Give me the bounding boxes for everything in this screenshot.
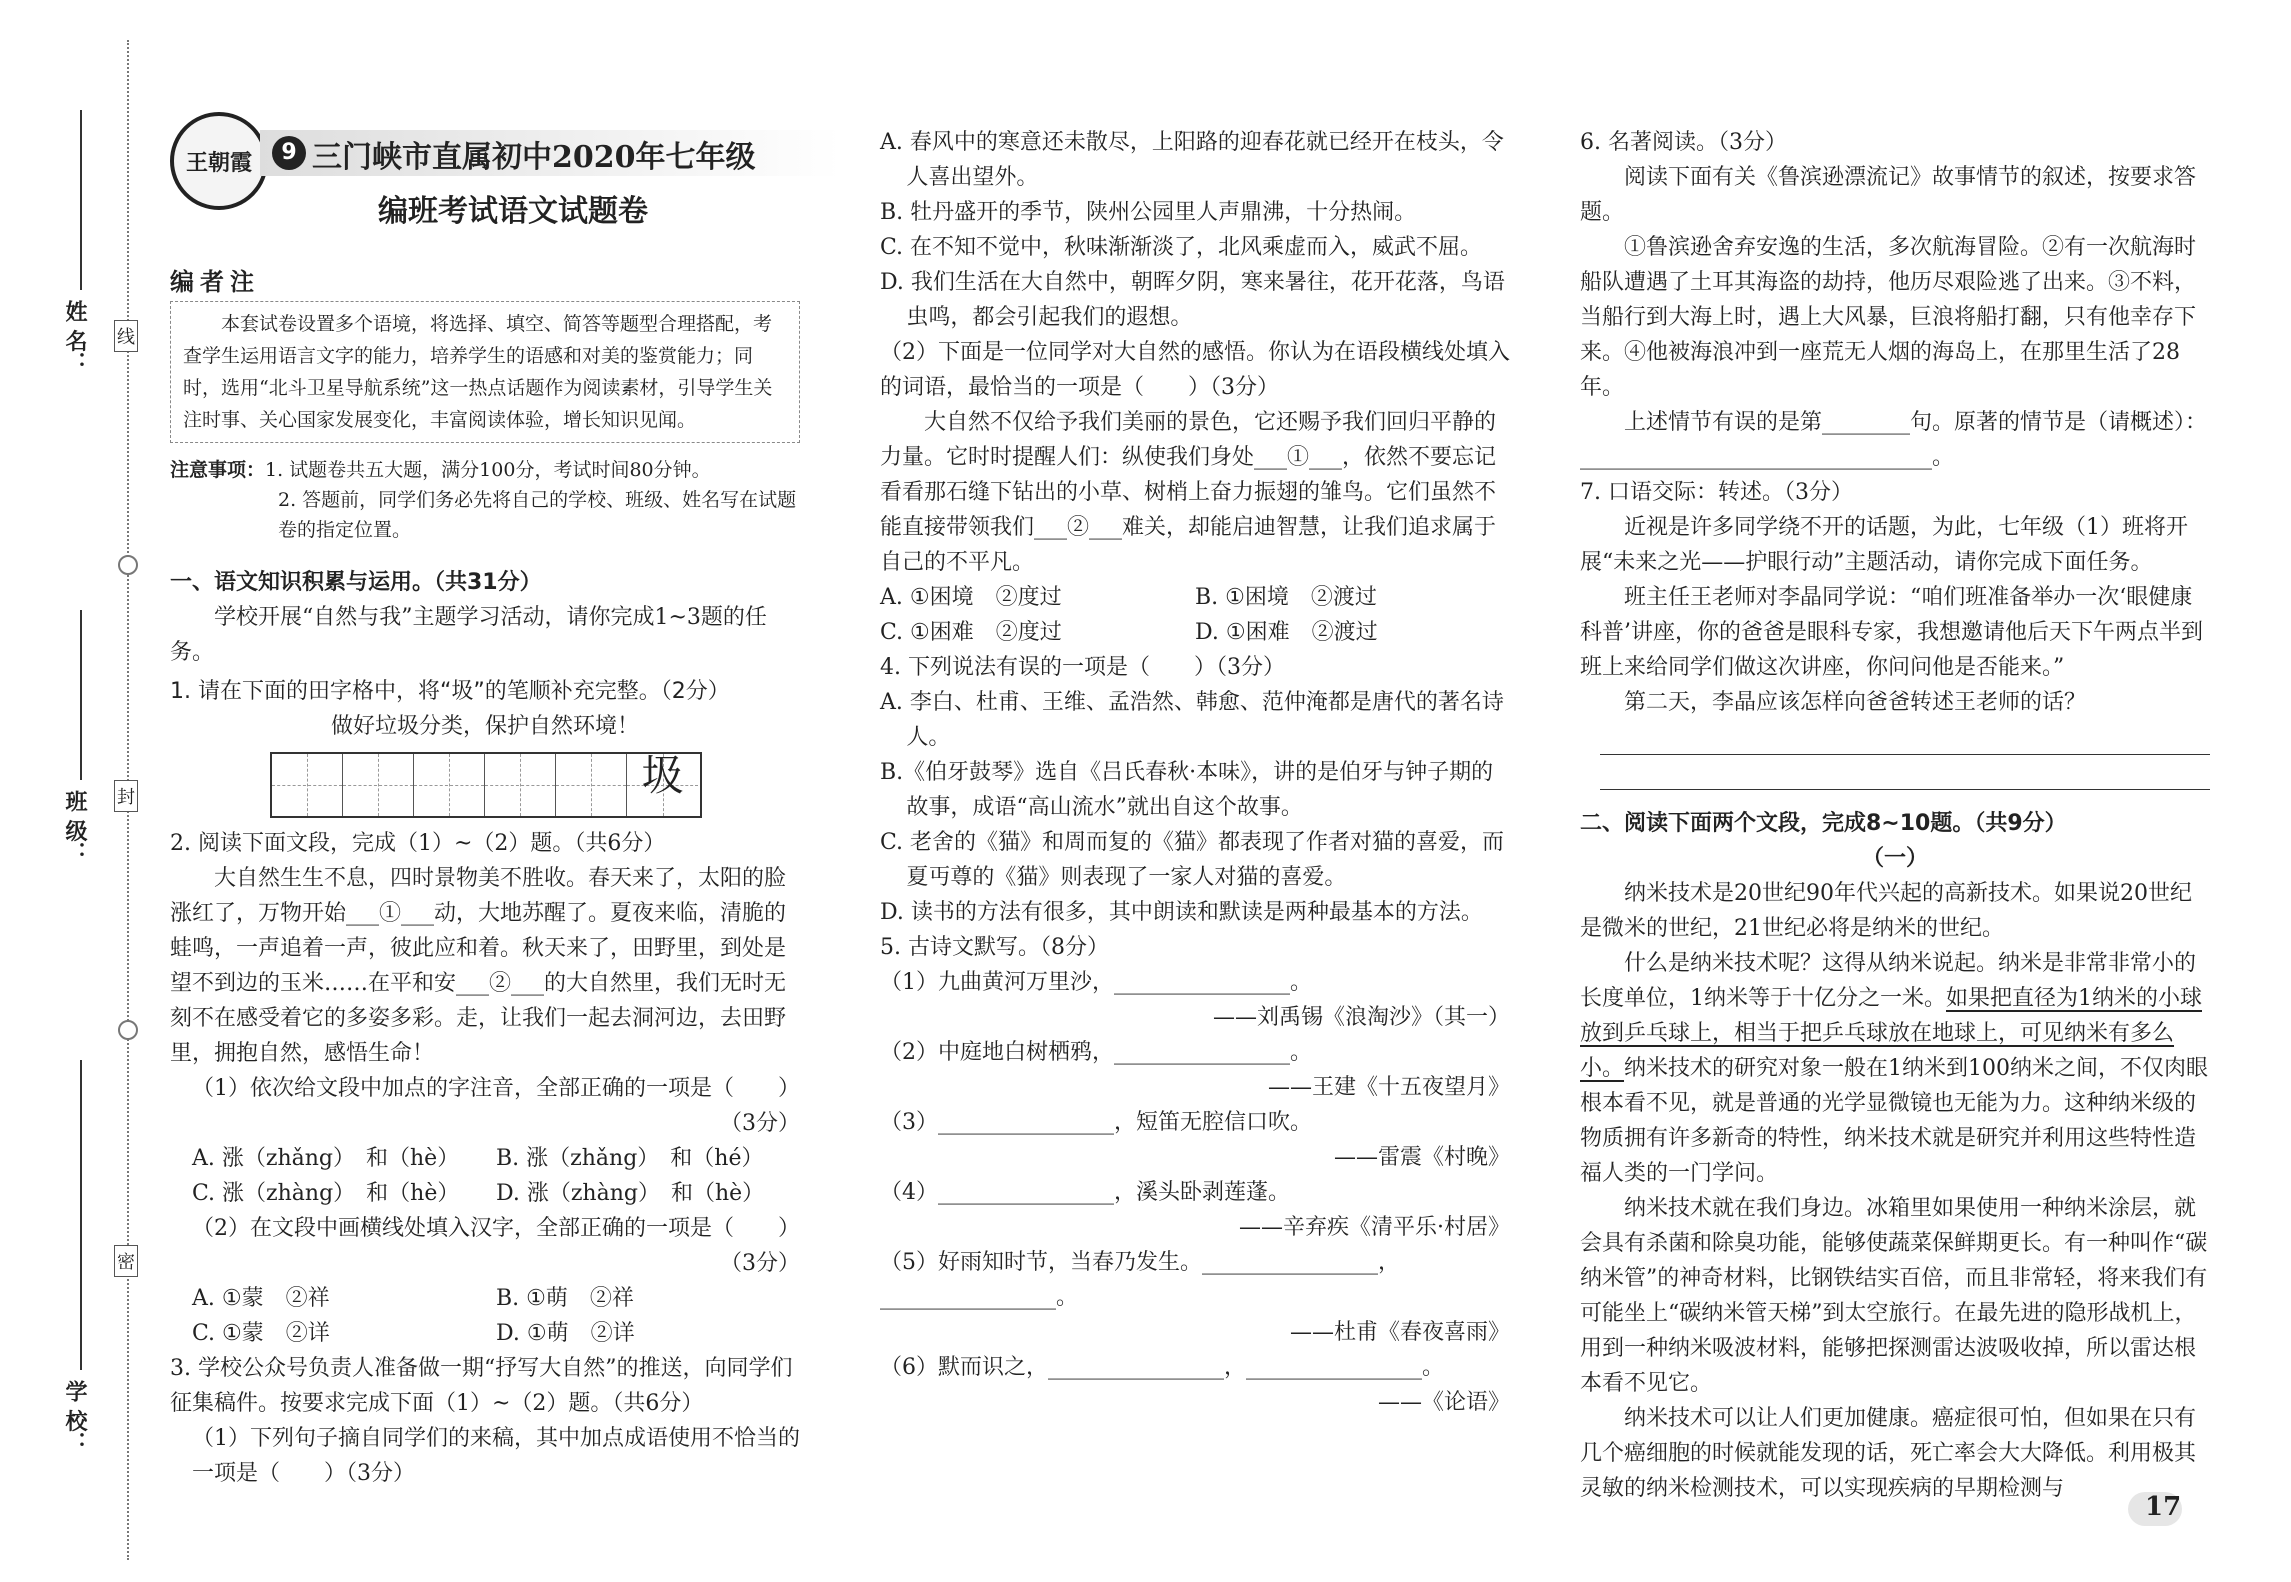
passage-p2-underlined: 如果把直径为1纳米的小球放到乒乓球上，相当于把乒乓球放在地球上，可见纳米有多么小。 [1580,986,2202,1081]
q2-1-option-b[interactable]: B. 涨（zhǎng） 和（hé） [496,1146,764,1171]
logo-text: 王朝霞 [185,149,252,176]
q7-stem: 7. 口语交际：转述。（3分） [1580,480,1853,505]
grid-cell[interactable] [485,754,556,816]
q4-stem: 4. 下列说法有误的一项是（ ）（3分） [880,655,1285,680]
section-1-title: 一、语文知识积累与运用。（共31分） [170,570,542,595]
q6-intro: 阅读下面有关《鲁滨逊漂流记》故事情节的叙述，按要求答题。 [1580,165,2197,225]
q3-2-option-d[interactable]: D. ①困难 ②渡过 [1195,620,1378,645]
q3-2-option-a[interactable]: A. ①困境 ②度过 [880,585,1062,610]
q3-stem: 3. 学校公众号负责人准备做一期“抒写大自然”的推送，向同学们征集稿件。按要求完成下面（1）~（2）题。（共6分） [170,1356,793,1416]
q2-2-option-a[interactable]: A. ①蒙 ②祥 [192,1286,330,1311]
grid-cell[interactable] [556,754,627,816]
q2-1-option-a[interactable]: A. 涨（zhǎng） 和（hè） [192,1146,460,1171]
q5-4[interactable]: （4）________________，溪头卧剥莲蓬。 [880,1180,1290,1205]
q4-option-a[interactable]: A. 李白、杜甫、王维、孟浩然、韩愈、范仲淹都是唐代的著名诗人。 [880,690,1504,750]
passage-p2a: 什么是纳米技术呢？这得从纳米说起。纳米是非常非常小的长度单位，1纳米等于十亿分之一米。 [1580,951,2197,1011]
mark-seal: 封 [114,780,138,812]
q5-3[interactable]: （3）________________，短笛无腔信口吹。 [880,1110,1312,1135]
q5-5-source: ——杜甫《春夜喜雨》 [1289,1320,1510,1345]
school-blank-line [80,1060,82,1370]
tianzige-grid[interactable] [270,752,702,818]
q2-passage: 大自然生生不息，四时景物美不胜收。春天来了，太阳的脸涨红了，万物开始___①___动，大地苏醒了。夏夜来临，清脆的蛙鸣，一声追着一声，彼此应和着。秋天来了，田野里，到处是望不到边的玉米……在平和安___②___的大自然里，我们无时无刻不在感受着它的多姿多彩。走，让我们一起去洞河边，去田野里，拥抱自然，感悟生命！ [170,866,787,1066]
q2-1-option-d[interactable]: D. 涨（zhàng） 和（hè） [496,1181,765,1206]
q5-2-source: ——王建《十五夜望月》 [1267,1075,1510,1100]
q3-1-option-d[interactable]: D. 我们生活在大自然中，朝晖夕阴，寒来暑往，花开花落，鸟语虫鸣，都会引起我们的遐想。 [880,270,1505,330]
q3-1-option-a[interactable]: A. 春风中的寒意还未散尽，上阳路的迎春花就已经开在枝头，令人喜出望外。 [880,130,1504,190]
q2-2-option-c[interactable]: C. ①蒙 ②详 [192,1321,330,1346]
q4-option-d[interactable]: D. 读书的方法有很多，其中朗读和默读是两种最基本的方法。 [880,900,1483,925]
editor-note-label: 编者注 [170,268,260,296]
notice-label: 注意事项： [170,459,266,481]
notice-item-2: 2. 答题前，同学们务必先将自己的学校、班级、姓名写在试题卷的指定位置。 [278,489,797,541]
q3-2-option-c[interactable]: C. ①困难 ②度过 [880,620,1062,645]
q5-5[interactable]: （5）好雨知时节，当春乃发生。________________，________________。 [880,1250,1400,1310]
passage-p2 [1580,946,2210,1191]
answer-line[interactable] [1600,755,2210,790]
q6-passage: ①鲁滨逊舍弃安逸的生活，多次航海冒险。②有一次航海时船队遭遇了土耳其海盗的劫持，他历尽艰险逃了出来。③不料，当船行到大海上时，遇上大风暴，巨浪将船打翻，只有他幸存下来。④他被海浪冲到一座荒无人烟的海岛上，在那里生活了28年。 [1580,235,2197,400]
q4-option-b[interactable]: B.《伯牙鼓琴》选自《吕氏春秋·本味》，讲的是伯牙与钟子期的故事，成语“高山流水”就出自这个故事。 [880,760,1494,820]
editor-note [170,262,800,443]
notice [170,455,800,545]
section-2-title: 二、阅读下面两个文段，完成8~10题。（共9分） [1580,811,2067,836]
number-badge: 9 [272,136,306,170]
name-label: 姓 名： [62,300,88,374]
q7-quote: 班主任王老师对李晶同学说：“咱们班准备举办一次‘眼健康科普’讲座，你的爸爸是眼科专家，我想邀请他后天下午两点半到班上来给同学们做这次讲座，你问问他是否能来。” [1580,585,2203,680]
school-label: 学 校： [62,1380,88,1454]
binding-dot-2 [118,1020,138,1040]
q2-2-option-b[interactable]: B. ①萌 ②祥 [496,1286,634,1311]
q2-2-option-d[interactable]: D. ①萌 ②详 [496,1321,635,1346]
q5-1[interactable]: （1）九曲黄河万里沙，________________。 [880,970,1312,995]
q3-1-option-b[interactable]: B. 牡丹盛开的季节，陕州公园里人声鼎沸，十分热闹。 [880,200,1417,225]
q1-slogan: 做好垃圾分类，保护自然环境！ [330,714,639,739]
q3-1-stem: （1）下列句子摘自同学们的来稿，其中加点成语使用不恰当的一项是（ ）（3分） [192,1426,800,1486]
mark-secret: 密 [114,1245,138,1277]
name-blank-line [80,110,82,290]
grid-cell-char [627,751,698,816]
binding-dot-1 [118,555,138,575]
editor-note-text: 本套试卷设置多个语境，将选择、填空、简答等题型合理搭配，考查学生运用语言文字的能力，培养学生的语感和对美的鉴赏能力；同时，选用“北斗卫星导航系统”这一热点话题作为阅读素材，引导学生关注时事、关心国家发展变化，丰富阅读体验，增长知识见闻。 [170,301,800,443]
class-blank-line [80,610,82,780]
q2-1-score: （3分） [720,1111,800,1136]
page-number: 17 [2145,1492,2182,1522]
passage-p1: 纳米技术是20世纪90年代兴起的高新技术。如果说20世纪是微米的世纪，21世纪必将是纳米的世纪。 [1580,881,2192,941]
q7-passage: 近视是许多同学绕不开的话题，为此，七年级（1）班将开展“未来之光——护眼行动”主题活动，请你完成下面任务。 [1580,515,2188,575]
answer-line[interactable] [1600,720,2210,755]
part-1-title: （一） [1861,846,1928,871]
q5-4-source: ——辛弃疾《清平乐·村居》 [1239,1215,1510,1240]
grid-cell[interactable] [414,754,485,816]
mark-line: 线 [114,320,138,352]
title-line-2: 编班考试语文试题卷 [378,194,648,229]
section-1-intro: 学校开展“自然与我”主题学习活动，请你完成1~3题的任务。 [170,605,767,665]
q2-stem: 2. 阅读下面文段，完成（1）~（2）题。（共6分） [170,831,666,856]
q5-stem: 5. 古诗文默写。（8分） [880,935,1109,960]
q4-option-c[interactable]: C. 老舍的《猫》和周而复的《猫》都表现了作者对猫的喜爱，而夏丏尊的《猫》则表现了一家人对猫的喜爱。 [880,830,1505,890]
q7-question: 第二天，李晶应该怎样向爸爸转述王老师的话？ [1624,690,2087,715]
q5-3-source: ——雷震《村晚》 [1333,1145,1510,1170]
class-label: 班 级： [62,790,88,864]
q1-stem: 1. 请在下面的田字格中，将“圾”的笔顺补充完整。（2分） [170,679,730,704]
grid-cell[interactable] [272,754,343,816]
q3-2-passage: 大自然不仅给予我们美丽的景色，它还赐予我们回归平静的力量。它时时提醒人们：纵使我们身处___①___，依然不要忘记看看那石缝下钻出的小草、树梢上奋力振翅的雏鸟。它们虽然不能直接带领我们___②___难关，却能启迪智慧，让我们追求属于自己的不平凡。 [880,410,1497,575]
column-1 [170,565,800,1491]
q3-2-option-b[interactable]: B. ①困境 ②渡过 [1195,585,1377,610]
column-2 [880,125,1510,1420]
passage-p2c: 纳米技术的研究对象一般在1纳米到100纳米之间，不仅肉眼根本看不见，就是普通的光学显微镜也无能为力。这种纳米级的物质拥有许多新奇的特性，纳米技术就是研究并利用这些特性造福人类的一门学问。 [1580,1056,2209,1186]
passage-p3: 纳米技术就在我们身边。冰箱里如果使用一种纳米涂层，就会具有杀菌和除臭功能，能够使蔬菜保鲜期更长。有一种叫作“碳纳米管”的神奇材料，比钢铁结实百倍，而且非常轻，将来我们有可能坐上“碳纳米管天梯”到太空旅行。在最先进的隐形战机上，用到一种纳米吸波材料，能够把探测雷达波吸收掉，所以雷达根本看不见它。 [1580,1196,2208,1396]
q3-2-stem: （2）下面是一位同学对大自然的感悟。你认为在语段横线处填入的词语，最恰当的一项是（ ）（3分） [880,340,1510,400]
logo-badge [170,112,268,210]
q6-stem: 6. 名著阅读。（3分） [1580,130,1787,155]
passage-p4: 纳米技术可以让人们更加健康。癌症很可怕，但如果在只有几个癌细胞的时候就能发现的话，死亡率会大大降低。利用极其灵敏的纳米检测技术，可以实现疾病的早期检测与 [1580,1406,2197,1501]
q2-2-score: （3分） [720,1251,800,1276]
q6-question[interactable]: 上述情节有误的是第________句。原著的情节是（请概述）：________________________________。 [1580,410,2208,470]
column-3 [1580,125,2210,1506]
grid-char: 圾 [641,751,684,800]
q5-6-source: ——《论语》 [1377,1390,1510,1415]
q3-1-option-c[interactable]: C. 在不知不觉中，秋味渐渐淡了，北风乘虚而入，威武不屈。 [880,235,1483,260]
q2-1-option-c[interactable]: C. 涨（zhàng） 和（hè） [192,1181,460,1206]
notice-item-1: 1. 试题卷共五大题，满分100分，考试时间80分钟。 [265,459,711,481]
q5-6[interactable]: （6）默而识之，________________，________________。 [880,1355,1444,1380]
title-line-1: 三门峡市直属初中2020年七年级 [312,140,756,175]
grid-cell[interactable] [343,754,414,816]
q2-1-stem: （1）依次给文段中加点的字注音，全部正确的一项是（ ） [192,1076,800,1101]
q5-2[interactable]: （2）中庭地白树栖鸦，________________。 [880,1040,1312,1065]
q5-1-source: ——刘禹锡《浪淘沙》（其一） [1212,1005,1510,1030]
q2-2-stem: （2）在文段中画横线处填入汉字，全部正确的一项是（ ） [192,1216,800,1241]
